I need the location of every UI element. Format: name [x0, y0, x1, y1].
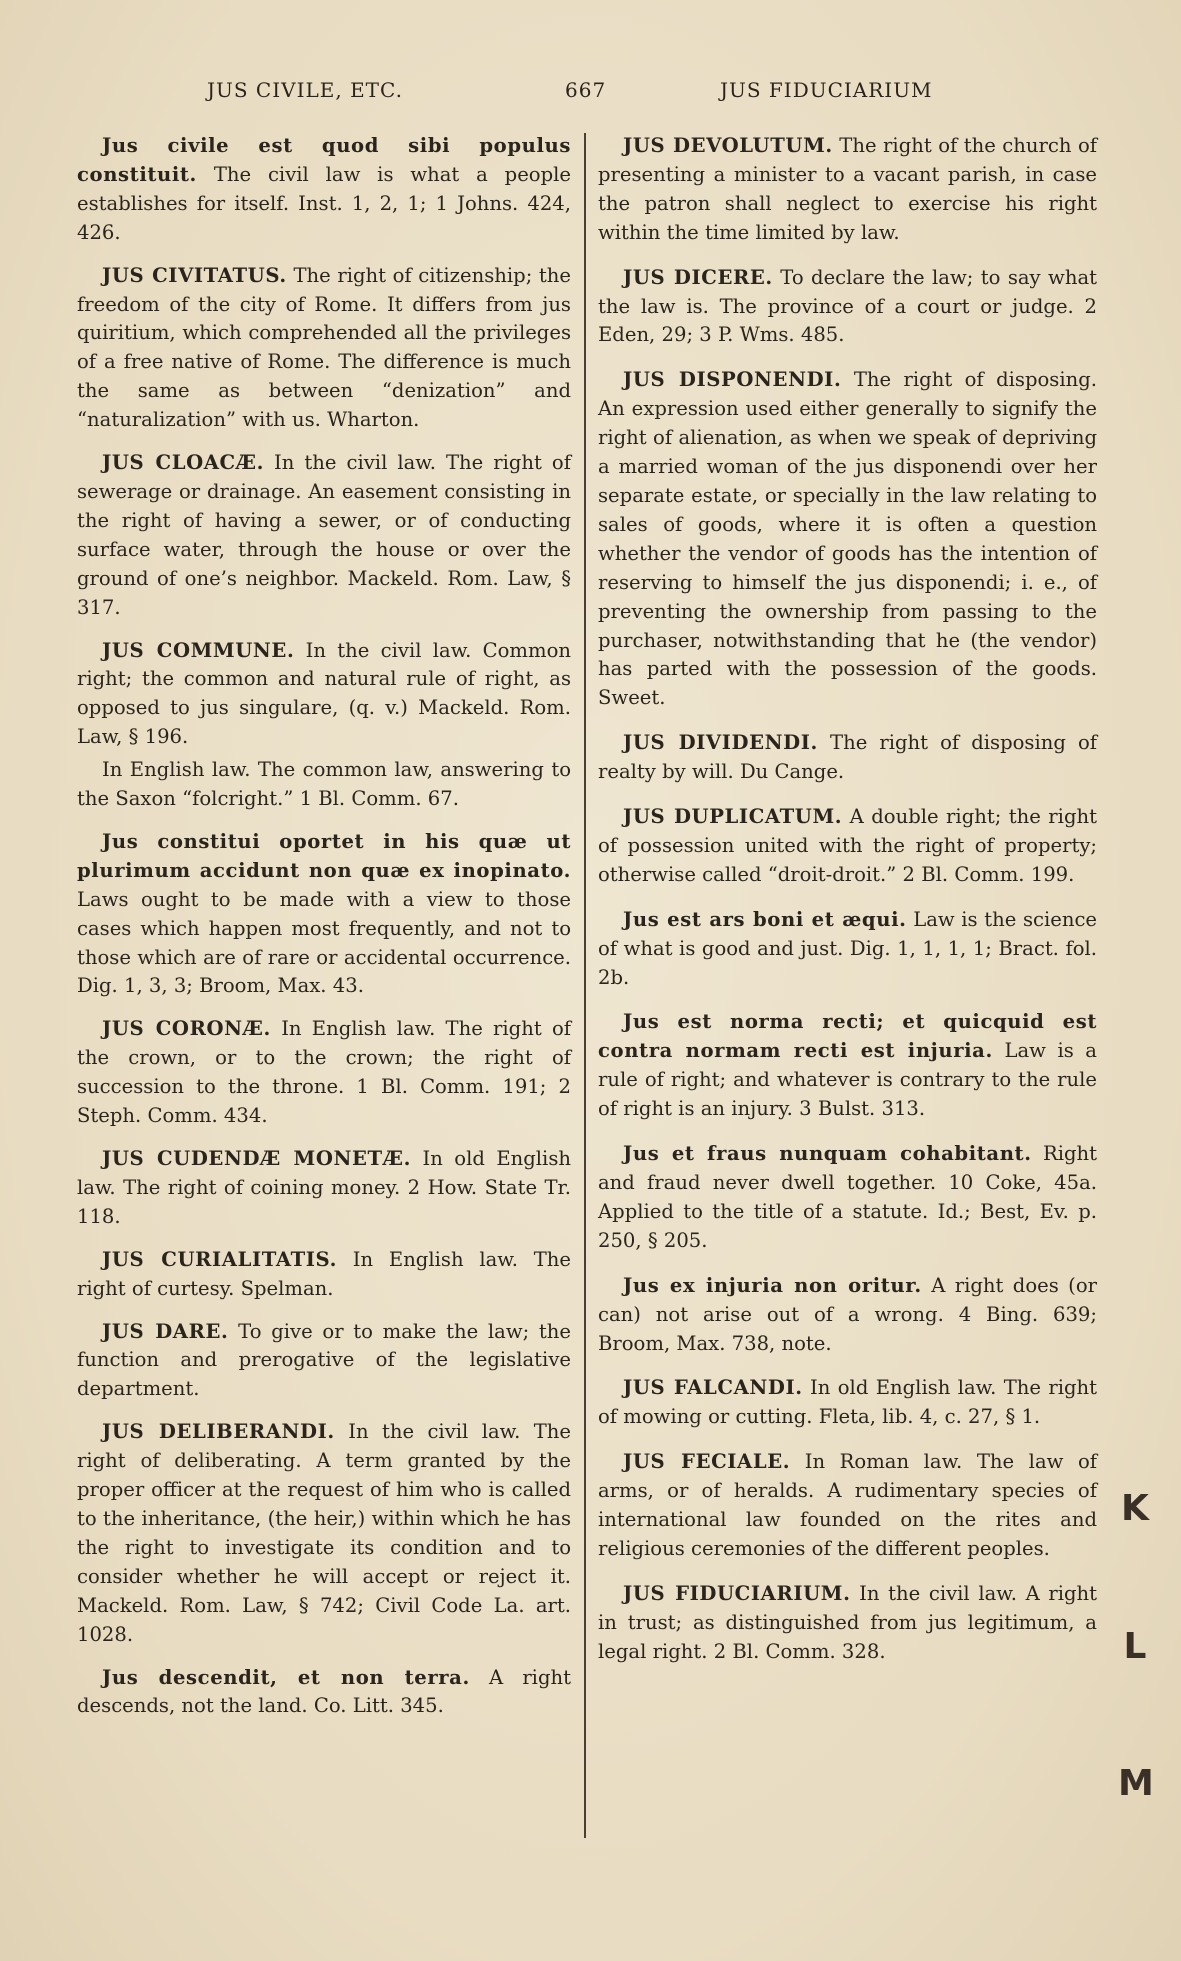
dictionary-entry [77, 1145, 571, 1232]
dictionary-entry [77, 637, 571, 753]
entry-definition: A right does (or can) not arise out of a wrong. 4 Bing. 639; Broom, Max. 738, note. [598, 1273, 1097, 1355]
entry-headword: Jus est ars boni et æqui. [623, 907, 907, 931]
dictionary-entry [77, 1246, 571, 1304]
entry-definition: The right of citizenship; the freedom of the city of Rome. It differs from jus quiritium, which comprehended all the privileges of a free native of Rome. The difference is much the same as between “denization” and “naturalization” with us. Wharton. [77, 263, 572, 432]
dictionary-entry [598, 1374, 1097, 1432]
header-left-guide-word: JUS CIVILE, ETC. [207, 78, 403, 102]
dictionary-entry [77, 1015, 571, 1131]
running-header [200, 78, 980, 108]
entry-definition: The right of disposing. An expression used either generally to signify the right of alienation, as when we speak of depriving a married woman of the jus disponendi over her separate estate, or specially in the law relating to sales of goods, where it is often a question whether the vendor of goods has the intention of reserving to himself the jus disponendi; i. e., of preventing the ownership from passing to the purchaser, notwithstanding that he (the vendor) has parted with the possession of the goods. Sweet. [598, 368, 1098, 710]
entry-headword: JUS CORONÆ. [102, 1017, 271, 1041]
entry-headword: JUS DIVIDENDI. [623, 731, 818, 755]
entry-headword: Jus ex injuria non oritur. [623, 1273, 922, 1297]
dictionary-entry [77, 262, 571, 435]
dictionary-entry [598, 1580, 1097, 1667]
entry-headword: Jus et fraus nunquam cohabitant. [623, 1142, 1032, 1166]
entry-definition: To declare the law; to say what the law is. The province of a court or judge. 2 Eden, 29; 3 P. Wms. 485. [598, 265, 1097, 347]
entry-headword: Jus constitui oportet in his quæ ut plurimum accidunt non quæ ex inopinato. [77, 829, 571, 882]
entry-definition: Law is a rule of right; and whatever is contrary to the rule of right is an injury. 3 Bulst. 313. [598, 1039, 1097, 1121]
dictionary-entry [598, 264, 1097, 351]
entry-headword: JUS DARE. [102, 1319, 229, 1343]
entry-definition: In English law. The common law, answering to the Saxon “folcright.” 1 Bl. Comm. 67. [77, 758, 571, 811]
entry-headword: Jus est norma recti; et quicquid est contra normam recti est injuria. [598, 1010, 1097, 1063]
header-right-guide-word: JUS FIDUCIARIUM [720, 78, 933, 102]
entry-definition: In old English law. The right of coining money. 2 How. State Tr. 118. [77, 1147, 571, 1228]
entry-definition: In the civil law. Common right; the common and natural rule of right, as opposed to jus singulare, (q. v.) Mackeld. Rom. Law, § 196. [77, 638, 572, 749]
entry-definition: Law is the science of what is good and just. Dig. 1, 1, 1, 1; Bract. fol. 2b. [598, 907, 1098, 989]
entry-definition: Laws ought to be made with a view to those cases which happen most frequently, and not to those which are of rare or accidental occurrence. Dig. 1, 3, 3; Broom, Max. 43. [77, 887, 571, 998]
entry-definition: In Roman law. The law of arms, or of heralds. A rudimentary species of international law founded on the rites and religious ceremonies of the different peoples. [598, 1450, 1097, 1560]
entry-definition: A double right; the right of possession united with the right of property; otherwise called “droit-droit.” 2 Bl. Comm. 199. [598, 805, 1097, 886]
entry-definition: Right and fraud never dwell together. 10 Coke, 45a. Applied to the title of a statute. Id.; Best, Ev. p. 250, § 205. [598, 1142, 1097, 1252]
entry-headword: JUS FALCANDI. [623, 1376, 803, 1400]
dictionary-entry-continuation [77, 756, 571, 814]
entry-headword: Jus descendit, et non terra. [102, 1665, 470, 1689]
entry-headword: JUS DEVOLUTUM. [623, 134, 833, 157]
entry-headword: JUS DELIBERANDI. [102, 1420, 335, 1444]
dictionary-entry [77, 828, 571, 1001]
dictionary-entry [77, 1318, 571, 1405]
entry-headword: JUS CUDENDÆ MONETÆ. [102, 1147, 412, 1170]
dictionary-entry [77, 1664, 571, 1722]
entry-headword: JUS FIDUCIARIUM. [623, 1581, 851, 1605]
dictionary-entry [598, 1272, 1097, 1359]
dictionary-entry [598, 1008, 1097, 1124]
entry-definition: To give or to make the law; the function and prerogative of the legislative department. [77, 1319, 572, 1401]
dictionary-entry [598, 132, 1097, 248]
left-column [77, 132, 571, 1735]
entry-headword: JUS DUPLICATUM. [623, 805, 843, 829]
entry-headword: Jus civile est quod sibi populus constituit. [77, 134, 571, 186]
entry-headword: JUS DICERE. [623, 265, 773, 289]
entry-definition: A right descends, not the land. Co. Litt. 345. [77, 1665, 571, 1718]
thumb-index-m: M [1118, 1763, 1154, 1804]
dictionary-entry [598, 803, 1097, 890]
entry-definition: In the civil law. A right in trust; as distinguished from jus legitimum, a legal right. 2 Bl. Comm. 328. [598, 1581, 1098, 1663]
dictionary-entry [598, 906, 1097, 993]
thumb-index-l: L [1123, 1626, 1147, 1667]
dictionary-entry [598, 366, 1097, 713]
dictionary-entry [77, 1418, 571, 1649]
entry-headword: JUS CLOACÆ. [102, 451, 265, 475]
entry-definition: The civil law is what a people establishes for itself. Inst. 1, 2, 1; 1 Johns. 424, 426. [77, 162, 571, 244]
dictionary-entry [598, 1448, 1097, 1564]
entry-definition: In English law. The right of curtesy. Spelman. [77, 1247, 571, 1300]
dictionary-entry [77, 132, 571, 248]
right-column [598, 132, 1097, 1683]
entry-definition: In the civil law. The right of sewerage or drainage. An easement consisting in the right of having a sewer, or of conducting surface water, through the house or over the ground of one’s neighbor. Mackeld. Rom. Law, § 317. [77, 451, 571, 619]
entry-headword: JUS CURIALITATIS. [102, 1247, 337, 1271]
thumb-index-k: K [1121, 1488, 1149, 1529]
page-number: 667 [565, 78, 607, 102]
entry-headword: JUS DISPONENDI. [623, 368, 842, 392]
entry-headword: JUS COMMUNE. [102, 638, 295, 662]
entry-headword: JUS CIVITATUS. [102, 263, 287, 287]
dictionary-entry [77, 449, 571, 622]
entry-definition: The right of the church of presenting a minister to a vacant parish, in case the patron shall neglect to exercise his right within the time limited by law. [598, 134, 1097, 244]
entry-definition: In English law. The right of the crown, or to the crown; the right of succession to the throne. 1 Bl. Comm. 191; 2 Steph. Comm. 434. [77, 1017, 571, 1128]
column-divider [584, 133, 586, 1838]
dictionary-entry [598, 729, 1097, 787]
entry-definition: In the civil law. The right of deliberating. A term granted by the proper officer at the request of him who is called to the inheritance, (the heir,) within which he has the right to investigate its condition and to consider whether he will accept or reject it. Mackeld. Rom. Law, § 742; Civil Code La. art. 1028. [77, 1420, 571, 1646]
entry-definition: The right of disposing of realty by will. Du Cange. [598, 731, 1098, 784]
entry-definition: In old English law. The right of mowing or cutting. Fleta, lib. 4, c. 27, § 1. [598, 1376, 1098, 1429]
entry-headword: JUS FECIALE. [623, 1450, 791, 1474]
dictionary-entry [598, 1140, 1097, 1256]
